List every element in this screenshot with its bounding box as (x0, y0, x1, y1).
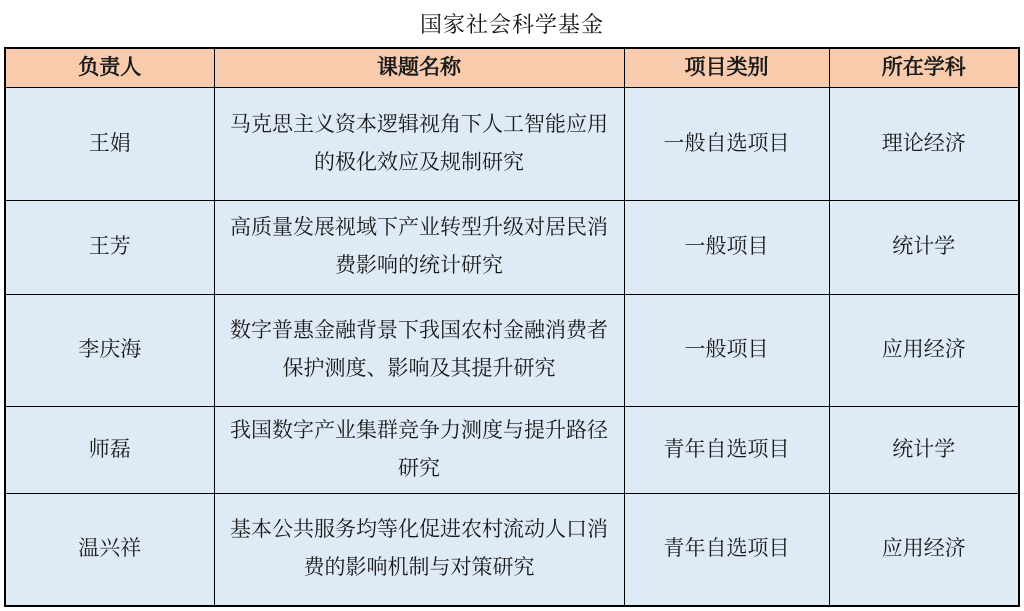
cell-project: 高质量发展视域下产业转型升级对居民消费影响的统计研究 (214, 200, 624, 294)
table-row (5, 406, 1019, 493)
header-discipline: 所在学科 (829, 48, 1019, 87)
cell-discipline: 应用经济 (829, 493, 1019, 606)
cell-project: 数字普惠金融背景下我国农村金融消费者保护测度、影响及其提升研究 (214, 294, 624, 406)
cell-leader: 师磊 (5, 406, 214, 493)
cell-discipline: 理论经济 (829, 87, 1019, 200)
cell-leader: 王娟 (5, 87, 214, 200)
table-row (5, 493, 1019, 606)
document-title: 国家社会科学基金 (419, 12, 604, 37)
cell-discipline: 统计学 (829, 200, 1019, 294)
cell-category: 一般项目 (624, 200, 829, 294)
cell-leader: 王芳 (5, 200, 214, 294)
cell-category: 青年自选项目 (624, 493, 829, 606)
cell-leader: 温兴祥 (5, 493, 214, 606)
table-row (5, 294, 1019, 406)
table-header-row (5, 48, 1019, 87)
fund-table (4, 47, 1020, 607)
cell-project: 基本公共服务均等化促进农村流动人口消费的影响机制与对策研究 (214, 493, 624, 606)
table-row (5, 87, 1019, 200)
cell-category: 青年自选项目 (624, 406, 829, 493)
cell-discipline: 应用经济 (829, 294, 1019, 406)
header-category: 项目类别 (624, 48, 829, 87)
header-project: 课题名称 (214, 48, 624, 87)
cell-discipline: 统计学 (829, 406, 1019, 493)
cell-project: 我国数字产业集群竞争力测度与提升路径研究 (214, 406, 624, 493)
cell-category: 一般项目 (624, 294, 829, 406)
cell-leader: 李庆海 (5, 294, 214, 406)
table-row (5, 200, 1019, 294)
cell-category: 一般自选项目 (624, 87, 829, 200)
header-leader: 负责人 (5, 48, 214, 87)
cell-project: 马克思主义资本逻辑视角下人工智能应用的极化效应及规制研究 (214, 87, 624, 200)
